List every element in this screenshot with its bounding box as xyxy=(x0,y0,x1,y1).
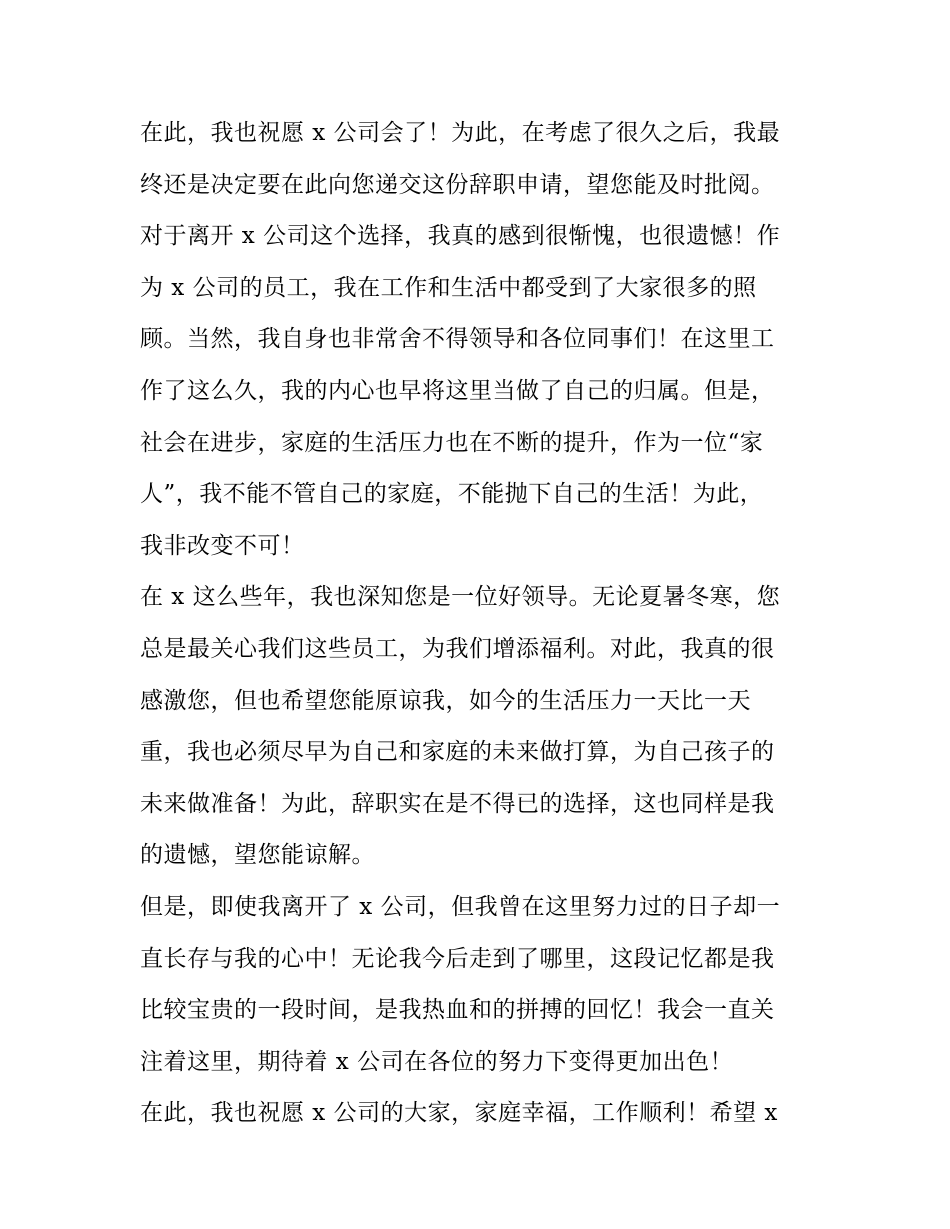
text-line: 总是最关心我们这些员工，为我们增添福利。对此，我真的很 xyxy=(140,635,775,662)
text-line: 在此，我也祝愿 x 公司会了！为此，在考虑了很久之后，我最 xyxy=(140,120,781,146)
document-body xyxy=(140,108,820,1140)
paragraph-2 xyxy=(140,572,820,882)
text-line: 顾。当然，我自身也非常舍不得领导和各位同事们！在这里工 xyxy=(140,326,775,353)
text-line: 但是，即使我离开了 x 公司，但我曾在这里努力过的日子却一 xyxy=(140,893,781,920)
text-line: 在此，我也祝愿 x 公司的大家，家庭幸福，工作顺利！希望 x xyxy=(140,1100,778,1127)
text-line: 重，我也必须尽早为自己和家庭的未来做打算，为自己孩子的 xyxy=(140,739,775,766)
text-line: 未来做准备！为此，辞职实在是不得已的选择，这也同样是我 xyxy=(140,790,775,817)
text-line: 我非改变不可！ xyxy=(140,532,305,559)
text-line: 比较宝贵的一段时间，是我热血和的拼搏的回忆！我会一直关 xyxy=(140,997,775,1024)
text-line: 人”，我不能不管自己的家庭，不能抛下自己的生活！为此， xyxy=(140,481,764,508)
text-line: 社会在进步，家庭的生活压力也在不断的提升，作为一位“家 xyxy=(140,429,764,456)
text-line: 注着这里，期待着 x 公司在各位的努力下变得更加出色！ xyxy=(140,1048,734,1075)
paragraph-1 xyxy=(140,108,820,572)
text-line: 终还是决定要在此向您递交这份辞职申请，望您能及时批阅。 xyxy=(140,171,775,198)
text-line: 为 x 公司的员工，我在工作和生活中都受到了大家很多的照 xyxy=(140,274,757,301)
text-line: 感激您，但也希望您能原谅我，如今的生活压力一天比一天 xyxy=(140,687,751,714)
text-line: 对于离开 x 公司这个选择，我真的感到很惭愧，也很遗憾！作 xyxy=(140,223,781,250)
paragraph-4 xyxy=(140,1088,820,1140)
text-line: 直长存与我的心中！无论我今后走到了哪里，这段记忆都是我 xyxy=(140,945,775,972)
paragraph-3 xyxy=(140,882,820,1088)
text-line: 的遗憾，望您能谅解。 xyxy=(140,842,375,869)
text-line: 作了这么久，我的内心也早将这里当做了自己的归属。但是， xyxy=(140,377,775,404)
text-line: 在 x 这么些年，我也深知您是一位好领导。无论夏暑冬寒，您 xyxy=(140,584,781,611)
